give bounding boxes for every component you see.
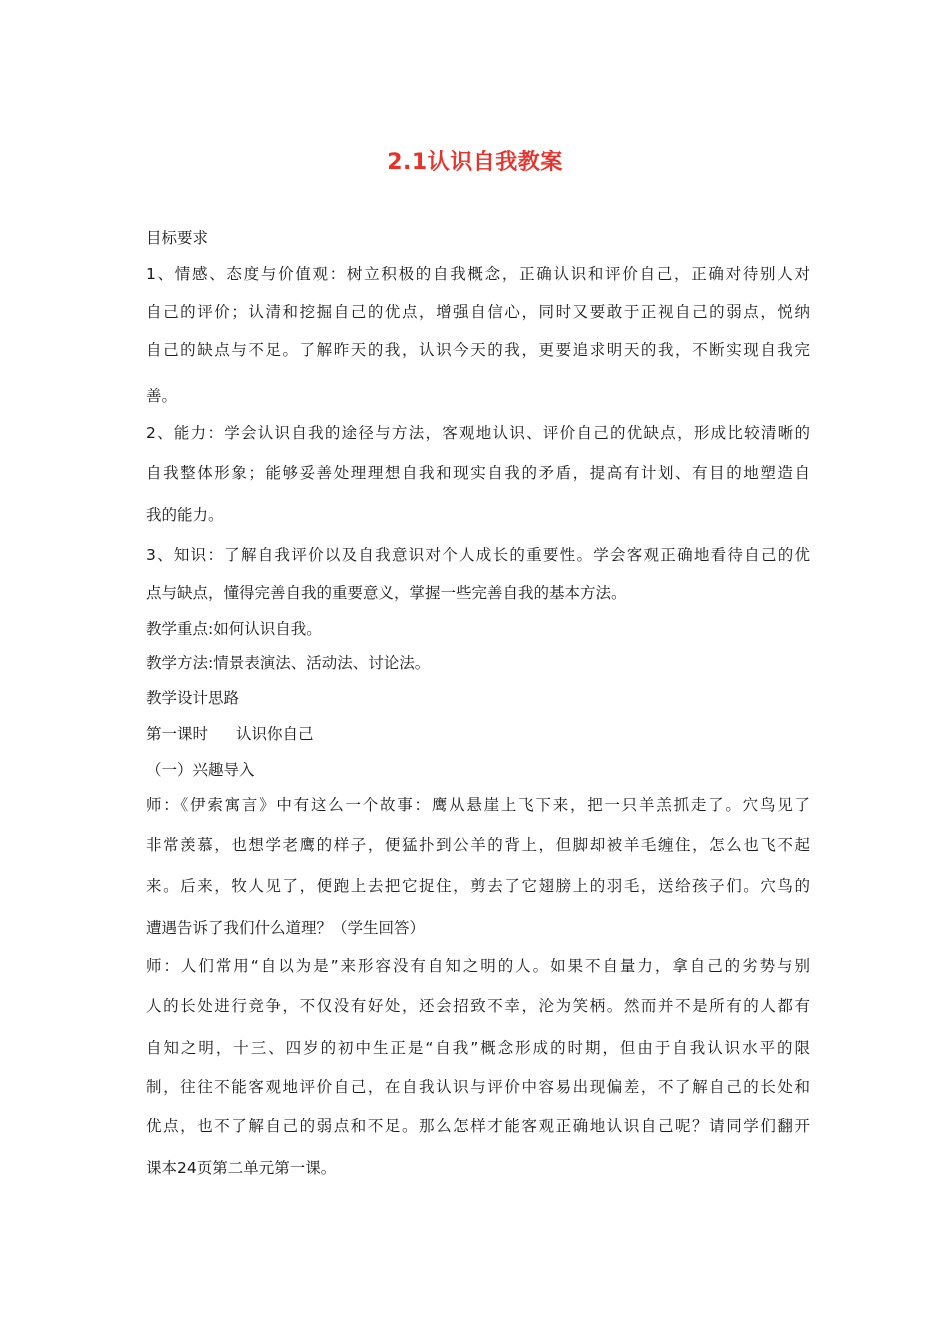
text-line: 善。 [146,387,178,405]
subsection-heading: （一）兴趣导入 [146,761,255,779]
text-line: 遭遇告诉了我们什么道理？（学生回答） [146,919,426,937]
section-heading: 目标要求 [146,229,209,247]
text-line: 2、能力：学会认识自我的途径与方法，客观地认识、评价自己的优缺点，形成比较清晰的 [146,424,810,442]
document-title: 2.1认识自我教案 [387,150,563,175]
text-line: 自己的缺点与不足。了解昨天的我，认识今天的我，更要追求明天的我，不断实现自我完 [146,341,810,359]
text-line: 1、情感、态度与价值观：树立积极的自我概念，正确认识和评价自己，正确对待别人对 [146,265,810,283]
text-line: 自知之明，十三、四岁的初中生正是“自我”概念形成的时期，但由于自我认识水平的限 [146,1039,810,1057]
text-line: 非常羡慕，也想学老鹰的样子，便猛扑到公羊的背上，但脚却被羊毛缠住，怎么也飞不起 [146,836,810,854]
text-line: 教学方法:情景表演法、活动法、讨论法。 [146,654,431,672]
text-line: 教学重点:如何认识自我。 [146,620,322,638]
text-line: 自己的评价；认清和挖掘自己的优点，增强自信心，同时又要敢于正视自己的弱点，悦纳 [146,303,810,321]
text-line: 制，往往不能客观地评价自己，在自我认识与评价中容易出现偏差，不了解自己的长处和 [146,1078,810,1096]
text-line: 自我整体形象；能够妥善处理理想自我和现实自我的矛盾，提高有计划、有目的地塑造自 [146,464,810,482]
section-heading: 教学设计思路 [146,689,240,707]
text-line: 课本24页第二单元第一课。 [146,1159,337,1177]
lesson-title: 认识你自己 [236,725,314,743]
lesson-heading [146,724,314,744]
text-line: 我的能力。 [146,506,224,524]
text-line: 优点，也不了解自己的弱点和不足。那么怎样才能客观正确地认识自己呢？请同学们翻开 [146,1117,810,1135]
lesson-label: 第一课时 [146,725,209,743]
text-line: 师：人们常用“自以为是”来形容没有自知之明的人。如果不自量力，拿自己的劣势与别 [146,957,810,975]
text-line: 人的长处进行竞争，不仅没有好处，还会招致不幸，沦为笑柄。然而并不是所有的人都有 [146,997,810,1015]
text-line: 来。后来，牧人见了，便跑上去把它捉住，剪去了它翅膀上的羽毛，送给孩子们。穴鸟的 [146,877,810,895]
text-line: 师：《伊索寓言》中有这么一个故事：鹰从悬崖上飞下来，把一只羊羔抓走了。穴鸟见了 [146,796,810,814]
text-line: 3、知识：了解自我评价以及自我意识对个人成长的重要性。学会客观正确地看待自己的优 [146,546,810,564]
text-line: 点与缺点，懂得完善自我的重要意义，掌握一些完善自我的基本方法。 [146,584,627,602]
